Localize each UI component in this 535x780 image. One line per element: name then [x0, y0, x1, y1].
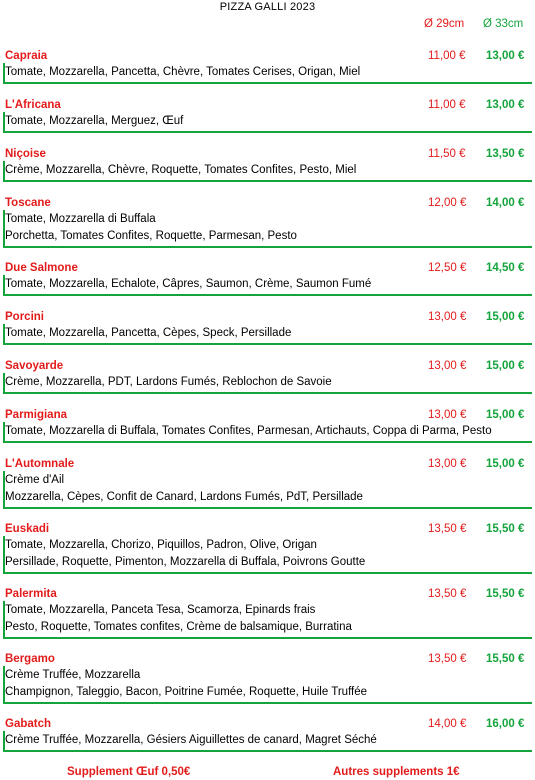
item-divider [3, 343, 532, 345]
price-29cm: 11,00 € [428, 99, 466, 111]
item-divider [3, 82, 532, 84]
pizza-name: Savoyarde [5, 360, 64, 372]
price-29cm: 14,00 € [428, 718, 467, 730]
item-divider [3, 702, 532, 704]
price-33cm: 15,50 € [486, 523, 525, 535]
pizza-name: Capraia [5, 50, 48, 62]
price-29cm: 13,50 € [428, 523, 467, 535]
price-29cm: 13,00 € [428, 360, 467, 372]
price-33cm: 13,50 € [486, 148, 525, 160]
ingredients-line: Tomate, Mozzarella, Chorizo, Piquillos, Padron, Olive, Origan [5, 539, 317, 551]
left-border [3, 601, 5, 637]
left-border [3, 161, 5, 180]
ingredients-line: Tomate, Mozzarella, Merguez, Œuf [5, 115, 184, 127]
ingredients-line: Crème d'Ail [5, 474, 65, 486]
left-border [3, 63, 5, 82]
pizza-name: L'Automnale [5, 458, 75, 470]
price-29cm: 12,00 € [428, 197, 467, 209]
price-33cm: 15,50 € [486, 653, 525, 665]
item-divider [3, 294, 532, 296]
ingredients-line: Crème Truffée, Mozzarella, Gésiers Aiguillettes de canard, Magret Séché [5, 734, 377, 746]
price-33cm: 13,00 € [486, 99, 525, 111]
left-border [3, 666, 5, 702]
left-border [3, 731, 5, 750]
price-29cm: 13,50 € [428, 588, 467, 600]
ingredients-line: Champignon, Taleggio, Bacon, Poitrine Fumée, Roquette, Huile Truffée [5, 686, 368, 698]
left-border [3, 210, 5, 246]
ingredients-line: Pesto, Roquette, Tomates confites, Crème de balsamique, Burratina [5, 621, 352, 633]
price-33cm: 14,50 € [486, 262, 525, 274]
left-border [3, 471, 5, 507]
item-divider [3, 392, 532, 394]
supplement-egg: Supplement Œuf 0,50€ [67, 766, 191, 778]
ingredients-line: Tomate, Mozzarella, Pancetta, Cèpes, Speck, Persillade [5, 327, 292, 339]
ingredients-line: Crème, Mozzarella, Chèvre, Roquette, Tomates Confites, Pesto, Miel [5, 164, 357, 176]
pizza-name: Niçoise [5, 148, 46, 160]
ingredients-line: Persillade, Roquette, Pimenton, Mozzarella di Buffala, Poivrons Goutte [5, 556, 366, 568]
pizza-name: Porcini [5, 311, 44, 323]
price-29cm: 12,50 € [428, 262, 467, 274]
item-divider [3, 441, 532, 443]
size-header-29cm: Ø 29cm [424, 18, 465, 30]
pizza-name: Toscane [5, 197, 51, 209]
item-divider [3, 572, 532, 574]
price-33cm: 14,00 € [486, 197, 525, 209]
left-border [3, 112, 5, 131]
ingredients-line: Tomate, Mozzarella, Echalote, Câpres, Saumon, Crème, Saumon Fumé [5, 278, 372, 290]
left-border [3, 536, 5, 572]
item-divider [3, 750, 532, 752]
left-border [3, 422, 5, 441]
price-33cm: 15,00 € [486, 458, 525, 470]
page-title: PIZZA GALLI 2023 [219, 1, 316, 13]
pizza-name: Parmigiana [5, 409, 67, 421]
pizza-name: Bergamo [5, 653, 55, 665]
ingredients-line: Tomate, Mozzarella, Panceta Tesa, Scamorza, Epinards frais [5, 604, 316, 616]
left-border [3, 373, 5, 392]
item-divider [3, 246, 532, 248]
ingredients-line: Tomate, Mozzarella, Pancetta, Chèvre, Tomates Cerises, Origan, Miel [5, 66, 361, 78]
ingredients-line: Crème, Mozzarella, PDT, Lardons Fumés, Reblochon de Savoie [5, 376, 332, 388]
price-29cm: 13,50 € [428, 653, 467, 665]
pizza-name: Gabatch [5, 718, 52, 730]
pizza-name: Euskadi [5, 523, 50, 535]
item-divider [3, 180, 532, 182]
price-29cm: 13,00 € [428, 409, 467, 421]
price-29cm: 13,00 € [428, 458, 467, 470]
price-29cm: 11,50 € [428, 148, 466, 160]
price-33cm: 15,00 € [486, 311, 525, 323]
ingredients-line: Crème Truffée, Mozzarella [5, 669, 141, 681]
ingredients-line: Mozzarella, Cèpes, Confit de Canard, Lardons Fumés, PdT, Persillade [5, 491, 363, 503]
pizza-name: Due Salmone [5, 262, 78, 274]
left-border [3, 275, 5, 294]
ingredients-line: Porchetta, Tomates Confites, Roquette, Parmesan, Pesto [5, 230, 297, 242]
price-33cm: 13,00 € [486, 50, 525, 62]
price-29cm: 11,00 € [428, 50, 466, 62]
item-divider [3, 507, 532, 509]
ingredients-line: Tomate, Mozzarella di Buffala [5, 213, 156, 225]
item-divider [3, 637, 532, 639]
item-divider [3, 131, 532, 133]
pizza-name: Palermita [5, 588, 57, 600]
price-33cm: 16,00 € [486, 718, 525, 730]
ingredients-line: Tomate, Mozzarella di Buffala, Tomates Confites, Parmesan, Artichauts, Coppa di Parma, Pesto [5, 425, 492, 437]
price-33cm: 15,00 € [486, 360, 525, 372]
pizza-name: L'Africana [5, 99, 61, 111]
supplement-other: Autres supplements 1€ [333, 766, 460, 778]
left-border [3, 324, 5, 343]
price-33cm: 15,50 € [486, 588, 525, 600]
size-header-33cm: Ø 33cm [483, 18, 524, 30]
price-29cm: 13,00 € [428, 311, 467, 323]
price-33cm: 15,00 € [486, 409, 525, 421]
